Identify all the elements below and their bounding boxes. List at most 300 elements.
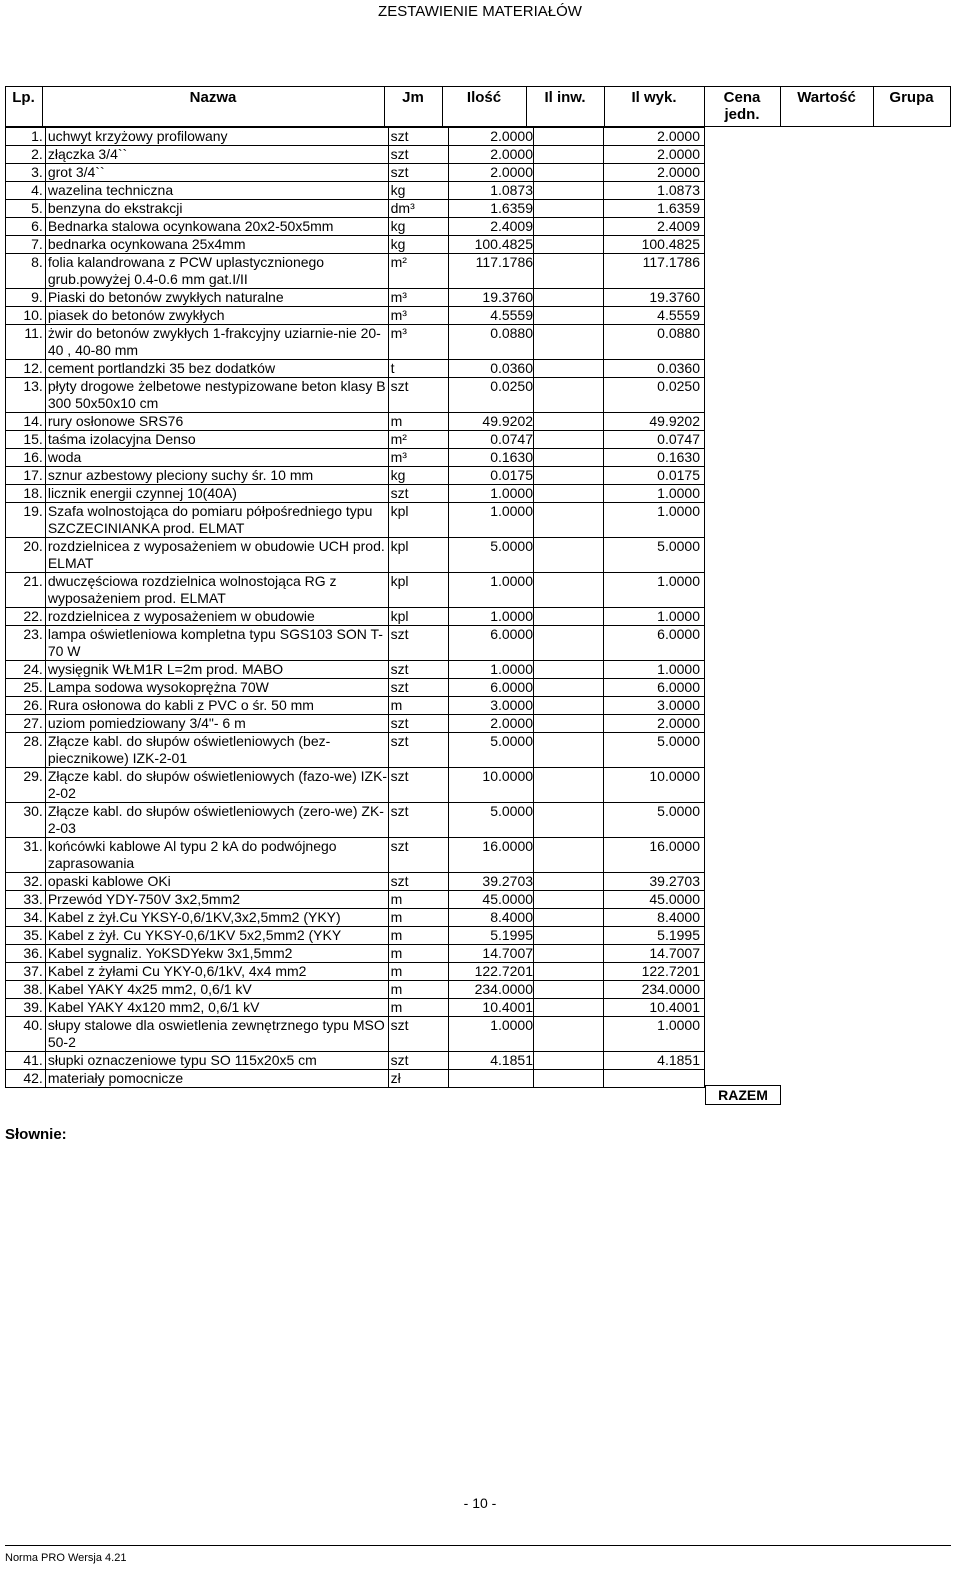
row-il-wyk: 0.0880	[604, 325, 705, 360]
row-name: Rura osłonowa do kabli z PVC o śr. 50 mm	[45, 697, 388, 715]
row-name: Kabel YAKY 4x25 mm2, 0,6/1 kV	[45, 981, 388, 999]
row-il-inw	[534, 218, 604, 236]
table-row	[6, 378, 705, 413]
row-il-inw	[534, 733, 604, 768]
row-qty: 2.0000	[449, 146, 534, 164]
row-il-inw	[534, 768, 604, 803]
row-il-wyk: 2.0000	[604, 128, 705, 146]
row-lp: 7.	[6, 236, 46, 254]
row-il-inw	[534, 891, 604, 909]
row-name: dwuczęściowa rozdzielnica wolnostojąca RG z wyposażeniem prod. ELMAT	[45, 573, 388, 608]
row-il-wyk: 122.7201	[604, 963, 705, 981]
row-qty: 19.3760	[449, 289, 534, 307]
row-il-inw	[534, 963, 604, 981]
row-name: folia kalandrowana z PCW uplastycznionego grub.powyżej 0.4-0.6 mm gat.I/II	[45, 254, 388, 289]
row-il-inw	[534, 431, 604, 449]
row-jm: m³	[388, 289, 449, 307]
row-qty: 10.0000	[449, 768, 534, 803]
table-row	[6, 803, 705, 838]
table-row	[6, 608, 705, 626]
row-qty: 1.0000	[449, 573, 534, 608]
row-il-inw	[534, 945, 604, 963]
header-top-rule	[5, 86, 951, 87]
row-lp: 41.	[6, 1052, 46, 1070]
row-il-wyk: 1.0000	[604, 573, 705, 608]
header-divider	[950, 86, 951, 127]
row-name: Kabel z żył. Cu YKSY-0,6/1KV 5x2,5mm2 (YKY	[45, 927, 388, 945]
row-jm: kpl	[388, 503, 449, 538]
row-il-wyk: 0.0360	[604, 360, 705, 378]
row-name: słupki oznaczeniowe typu SO 115x20x5 cm	[45, 1052, 388, 1070]
row-il-wyk: 2.0000	[604, 164, 705, 182]
row-il-inw	[534, 146, 604, 164]
row-jm: szt	[388, 128, 449, 146]
row-qty: 1.0000	[449, 608, 534, 626]
row-jm: szt	[388, 838, 449, 873]
row-jm: zł	[388, 1070, 449, 1088]
row-jm: kpl	[388, 608, 449, 626]
row-name: Kabel sygnaliz. YoKSDYekw 3x1,5mm2	[45, 945, 388, 963]
row-il-wyk	[604, 1070, 705, 1088]
table-row	[6, 661, 705, 679]
row-il-wyk: 10.0000	[604, 768, 705, 803]
row-lp: 4.	[6, 182, 46, 200]
row-qty: 1.0000	[449, 485, 534, 503]
header-nazwa: Nazwa	[189, 89, 237, 106]
row-lp: 21.	[6, 573, 46, 608]
row-il-wyk: 1.0000	[604, 1017, 705, 1052]
row-qty: 1.0000	[449, 1017, 534, 1052]
table-row	[6, 146, 705, 164]
table-row	[6, 891, 705, 909]
row-il-wyk: 49.9202	[604, 413, 705, 431]
row-name: Złącze kabl. do słupów oświetleniowych (bez-piecznikowe) IZK-2-01	[45, 733, 388, 768]
row-jm: m	[388, 697, 449, 715]
row-jm: szt	[388, 1017, 449, 1052]
row-lp: 3.	[6, 164, 46, 182]
row-il-inw	[534, 573, 604, 608]
row-lp: 12.	[6, 360, 46, 378]
row-il-wyk: 1.0000	[604, 608, 705, 626]
table-row	[6, 999, 705, 1017]
row-il-inw	[534, 679, 604, 697]
row-lp: 28.	[6, 733, 46, 768]
row-name: lampa oświetleniowa kompletna typu SGS103 SON T-70 W	[45, 626, 388, 661]
row-name: wysięgnik WŁM1R L=2m prod. MABO	[45, 661, 388, 679]
razem-label: RAZEM	[705, 1085, 781, 1105]
row-il-wyk: 3.0000	[604, 697, 705, 715]
row-jm: kg	[388, 218, 449, 236]
row-jm: m	[388, 909, 449, 927]
row-name: rozdzielnicea z wyposażeniem w obudowie	[45, 608, 388, 626]
row-lp: 33.	[6, 891, 46, 909]
row-lp: 30.	[6, 803, 46, 838]
row-il-wyk: 0.1630	[604, 449, 705, 467]
row-jm: kg	[388, 236, 449, 254]
table-row	[6, 1052, 705, 1070]
row-lp: 2.	[6, 146, 46, 164]
row-lp: 5.	[6, 200, 46, 218]
row-il-inw	[534, 254, 604, 289]
row-il-wyk: 1.0000	[604, 661, 705, 679]
table-row	[6, 981, 705, 999]
row-il-inw	[534, 467, 604, 485]
row-name: słupy stalowe dla oswietlenia zewnętrznego typu MSO 50-2	[45, 1017, 388, 1052]
row-il-wyk: 2.0000	[604, 715, 705, 733]
header-cena-line1: Cena	[723, 89, 761, 106]
row-il-inw	[534, 182, 604, 200]
row-il-wyk: 2.0000	[604, 146, 705, 164]
row-qty: 5.0000	[449, 803, 534, 838]
page-number: - 10 -	[463, 1495, 497, 1511]
row-il-wyk: 2.4009	[604, 218, 705, 236]
row-il-inw	[534, 626, 604, 661]
table-row	[6, 945, 705, 963]
row-qty: 1.0000	[449, 661, 534, 679]
table-row	[6, 909, 705, 927]
row-il-inw	[534, 485, 604, 503]
row-name: bednarka ocynkowana 25x4mm	[45, 236, 388, 254]
row-il-inw	[534, 289, 604, 307]
table-row	[6, 679, 705, 697]
row-name: Kabel YAKY 4x120 mm2, 0,6/1 kV	[45, 999, 388, 1017]
row-il-wyk: 6.0000	[604, 679, 705, 697]
row-qty: 10.4001	[449, 999, 534, 1017]
row-il-wyk: 0.0250	[604, 378, 705, 413]
row-name: uziom pomiedziowany 3/4"- 6 m	[45, 715, 388, 733]
row-il-wyk: 4.1851	[604, 1052, 705, 1070]
row-qty: 6.0000	[449, 626, 534, 661]
row-jm: kg	[388, 182, 449, 200]
row-qty: 2.0000	[449, 164, 534, 182]
table-row	[6, 873, 705, 891]
row-lp: 17.	[6, 467, 46, 485]
table-row	[6, 768, 705, 803]
row-name: rury osłonowe SRS76	[45, 413, 388, 431]
row-name: płyty drogowe żelbetowe nestypizowane beton klasy B 300 50x50x10 cm	[45, 378, 388, 413]
row-qty: 0.0360	[449, 360, 534, 378]
row-qty	[449, 1070, 534, 1088]
row-lp: 29.	[6, 768, 46, 803]
table-row	[6, 715, 705, 733]
row-lp: 35.	[6, 927, 46, 945]
row-lp: 24.	[6, 661, 46, 679]
row-qty: 16.0000	[449, 838, 534, 873]
row-qty: 0.0175	[449, 467, 534, 485]
row-lp: 6.	[6, 218, 46, 236]
table-row	[6, 1070, 705, 1088]
row-jm: m	[388, 945, 449, 963]
row-jm: dm³	[388, 200, 449, 218]
row-lp: 34.	[6, 909, 46, 927]
table-row	[6, 467, 705, 485]
row-il-inw	[534, 164, 604, 182]
row-name: złączka 3/4``	[45, 146, 388, 164]
row-qty: 5.0000	[449, 733, 534, 768]
row-il-wyk: 234.0000	[604, 981, 705, 999]
table-row	[6, 733, 705, 768]
row-jm: kpl	[388, 538, 449, 573]
row-name: Złącze kabl. do słupów oświetleniowych (zero-we) ZK-2-03	[45, 803, 388, 838]
row-name: rozdzielnicea z wyposażeniem w obudowie UCH prod. ELMAT	[45, 538, 388, 573]
row-qty: 2.0000	[449, 128, 534, 146]
row-qty: 1.6359	[449, 200, 534, 218]
row-jm: m	[388, 927, 449, 945]
row-jm: m	[388, 891, 449, 909]
row-qty: 5.0000	[449, 538, 534, 573]
row-name: piasek do betonów zwykłych	[45, 307, 388, 325]
row-jm: szt	[388, 661, 449, 679]
table-row	[6, 963, 705, 981]
row-qty: 6.0000	[449, 679, 534, 697]
row-qty: 14.7007	[449, 945, 534, 963]
row-name: opaski kablowe OKi	[45, 873, 388, 891]
row-name: Złącze kabl. do słupów oświetleniowych (fazo-we) IZK-2-02	[45, 768, 388, 803]
table-row	[6, 236, 705, 254]
row-lp: 19.	[6, 503, 46, 538]
row-jm: szt	[388, 378, 449, 413]
row-il-wyk: 10.4001	[604, 999, 705, 1017]
row-lp: 40.	[6, 1017, 46, 1052]
row-jm: t	[388, 360, 449, 378]
row-il-inw	[534, 1052, 604, 1070]
row-jm: szt	[388, 768, 449, 803]
header-lp: Lp.	[12, 89, 35, 106]
row-qty: 4.1851	[449, 1052, 534, 1070]
row-il-inw	[534, 909, 604, 927]
row-il-inw	[534, 715, 604, 733]
header-ilosc: Ilość	[466, 89, 502, 106]
materials-table	[5, 127, 705, 1088]
row-lp: 31.	[6, 838, 46, 873]
row-il-inw	[534, 981, 604, 999]
row-il-inw	[534, 378, 604, 413]
table-row	[6, 413, 705, 431]
row-il-inw	[534, 608, 604, 626]
row-il-inw	[534, 661, 604, 679]
table-row	[6, 697, 705, 715]
row-qty: 122.7201	[449, 963, 534, 981]
row-name: cement portlandzki 35 bez dodatków	[45, 360, 388, 378]
table-row	[6, 360, 705, 378]
table-header	[5, 86, 951, 126]
row-il-inw	[534, 538, 604, 573]
row-jm: szt	[388, 626, 449, 661]
document-title: ZESTAWIENIE MATERIAŁÓW	[378, 3, 582, 20]
row-jm: kg	[388, 467, 449, 485]
row-jm: m³	[388, 325, 449, 360]
row-il-wyk: 6.0000	[604, 626, 705, 661]
row-qty: 2.4009	[449, 218, 534, 236]
row-il-wyk: 4.5559	[604, 307, 705, 325]
row-name: końcówki kablowe Al typu 2 kA do podwójnego zaprasowania	[45, 838, 388, 873]
row-il-inw	[534, 1017, 604, 1052]
table-row	[6, 218, 705, 236]
row-jm: m²	[388, 431, 449, 449]
row-il-wyk: 1.0000	[604, 503, 705, 538]
header-cena-line2: jedn.	[724, 106, 760, 123]
row-lp: 18.	[6, 485, 46, 503]
row-lp: 20.	[6, 538, 46, 573]
row-il-inw	[534, 927, 604, 945]
row-jm: m³	[388, 449, 449, 467]
row-lp: 23.	[6, 626, 46, 661]
row-jm: m²	[388, 254, 449, 289]
row-jm: m	[388, 413, 449, 431]
table-row	[6, 431, 705, 449]
row-name: wazelina techniczna	[45, 182, 388, 200]
row-il-wyk: 5.0000	[604, 803, 705, 838]
row-name: Bednarka stalowa ocynkowana 20x2-50x5mm	[45, 218, 388, 236]
row-il-wyk: 0.0175	[604, 467, 705, 485]
row-jm: szt	[388, 485, 449, 503]
table-row	[6, 449, 705, 467]
row-lp: 22.	[6, 608, 46, 626]
table-row	[6, 503, 705, 538]
row-name: sznur azbestowy pleciony suchy śr. 10 mm	[45, 467, 388, 485]
row-jm: szt	[388, 803, 449, 838]
header-il-wyk: Il wyk.	[631, 89, 677, 106]
row-jm: szt	[388, 679, 449, 697]
row-jm: m	[388, 981, 449, 999]
row-qty: 0.0747	[449, 431, 534, 449]
row-lp: 32.	[6, 873, 46, 891]
row-name: Lampa sodowa wysokoprężna 70W	[45, 679, 388, 697]
row-il-inw	[534, 697, 604, 715]
header-wartosc: Wartość	[797, 89, 856, 106]
row-il-inw	[534, 325, 604, 360]
row-qty: 4.5559	[449, 307, 534, 325]
row-il-wyk: 5.0000	[604, 538, 705, 573]
row-lp: 36.	[6, 945, 46, 963]
row-il-inw	[534, 128, 604, 146]
row-qty: 8.4000	[449, 909, 534, 927]
row-name: Piaski do betonów zwykłych naturalne	[45, 289, 388, 307]
row-il-wyk: 8.4000	[604, 909, 705, 927]
row-il-inw	[534, 449, 604, 467]
slownie-label: Słownie:	[5, 1126, 67, 1143]
row-lp: 37.	[6, 963, 46, 981]
row-il-wyk: 19.3760	[604, 289, 705, 307]
row-name: Przewód YDY-750V 3x2,5mm2	[45, 891, 388, 909]
table-row	[6, 838, 705, 873]
table-row	[6, 289, 705, 307]
row-qty: 45.0000	[449, 891, 534, 909]
row-name: żwir do betonów zwykłych 1-frakcyjny uziarnie-nie 20-40 , 40-80 mm	[45, 325, 388, 360]
row-qty: 5.1995	[449, 927, 534, 945]
row-qty: 100.4825	[449, 236, 534, 254]
row-lp: 25.	[6, 679, 46, 697]
header-il-inw: Il inw.	[544, 89, 586, 106]
table-row	[6, 182, 705, 200]
row-il-inw	[534, 803, 604, 838]
row-il-inw	[534, 360, 604, 378]
row-name: Szafa wolnostojąca do pomiaru półpośredniego typu SZCZECINIANKA prod. ELMAT	[45, 503, 388, 538]
header-grupa: Grupa	[889, 89, 934, 106]
table-row	[6, 626, 705, 661]
row-jm: szt	[388, 733, 449, 768]
row-qty: 39.2703	[449, 873, 534, 891]
row-il-inw	[534, 413, 604, 431]
row-name: woda	[45, 449, 388, 467]
row-name: benzyna do ekstrakcji	[45, 200, 388, 218]
row-il-wyk: 100.4825	[604, 236, 705, 254]
row-qty: 2.0000	[449, 715, 534, 733]
row-lp: 26.	[6, 697, 46, 715]
footer-text: Norma PRO Wersja 4.21	[5, 1552, 127, 1564]
table-row	[6, 128, 705, 146]
row-il-wyk: 117.1786	[604, 254, 705, 289]
row-qty: 0.0880	[449, 325, 534, 360]
table-row	[6, 325, 705, 360]
row-qty: 1.0873	[449, 182, 534, 200]
row-lp: 9.	[6, 289, 46, 307]
row-lp: 16.	[6, 449, 46, 467]
row-il-inw	[534, 873, 604, 891]
row-jm: szt	[388, 1052, 449, 1070]
table-row	[6, 307, 705, 325]
row-il-wyk: 5.0000	[604, 733, 705, 768]
header-jm: Jm	[402, 89, 424, 106]
row-il-wyk: 1.0873	[604, 182, 705, 200]
row-jm: szt	[388, 873, 449, 891]
row-il-wyk: 1.0000	[604, 485, 705, 503]
row-qty: 234.0000	[449, 981, 534, 999]
row-jm: szt	[388, 164, 449, 182]
row-il-wyk: 16.0000	[604, 838, 705, 873]
row-name: materiały pomocnicze	[45, 1070, 388, 1088]
row-jm: kpl	[388, 573, 449, 608]
row-lp: 42.	[6, 1070, 46, 1088]
table-row	[6, 1017, 705, 1052]
table-row	[6, 200, 705, 218]
row-il-wyk: 14.7007	[604, 945, 705, 963]
row-il-wyk: 0.0747	[604, 431, 705, 449]
row-il-wyk: 1.6359	[604, 200, 705, 218]
row-lp: 27.	[6, 715, 46, 733]
header-cena	[704, 89, 780, 123]
row-lp: 1.	[6, 128, 46, 146]
table-row	[6, 254, 705, 289]
row-lp: 39.	[6, 999, 46, 1017]
row-il-inw	[534, 307, 604, 325]
table-row	[6, 485, 705, 503]
row-il-inw	[534, 236, 604, 254]
row-il-inw	[534, 999, 604, 1017]
row-lp: 10.	[6, 307, 46, 325]
row-jm: m	[388, 999, 449, 1017]
row-lp: 14.	[6, 413, 46, 431]
row-qty: 117.1786	[449, 254, 534, 289]
row-qty: 0.1630	[449, 449, 534, 467]
row-il-wyk: 5.1995	[604, 927, 705, 945]
row-name: uchwyt krzyżowy profilowany	[45, 128, 388, 146]
table-row	[6, 573, 705, 608]
row-il-inw	[534, 838, 604, 873]
table-row	[6, 164, 705, 182]
row-name: licznik energii czynnej 10(40A)	[45, 485, 388, 503]
table-row	[6, 927, 705, 945]
row-qty: 49.9202	[449, 413, 534, 431]
row-qty: 0.0250	[449, 378, 534, 413]
row-il-wyk: 39.2703	[604, 873, 705, 891]
row-name: Kabel z żyłami Cu YKY-0,6/1kV, 4x4 mm2	[45, 963, 388, 981]
row-il-inw	[534, 503, 604, 538]
row-name: taśma izolacyjna Denso	[45, 431, 388, 449]
row-lp: 15.	[6, 431, 46, 449]
footer-rule	[5, 1545, 951, 1546]
row-jm: szt	[388, 715, 449, 733]
